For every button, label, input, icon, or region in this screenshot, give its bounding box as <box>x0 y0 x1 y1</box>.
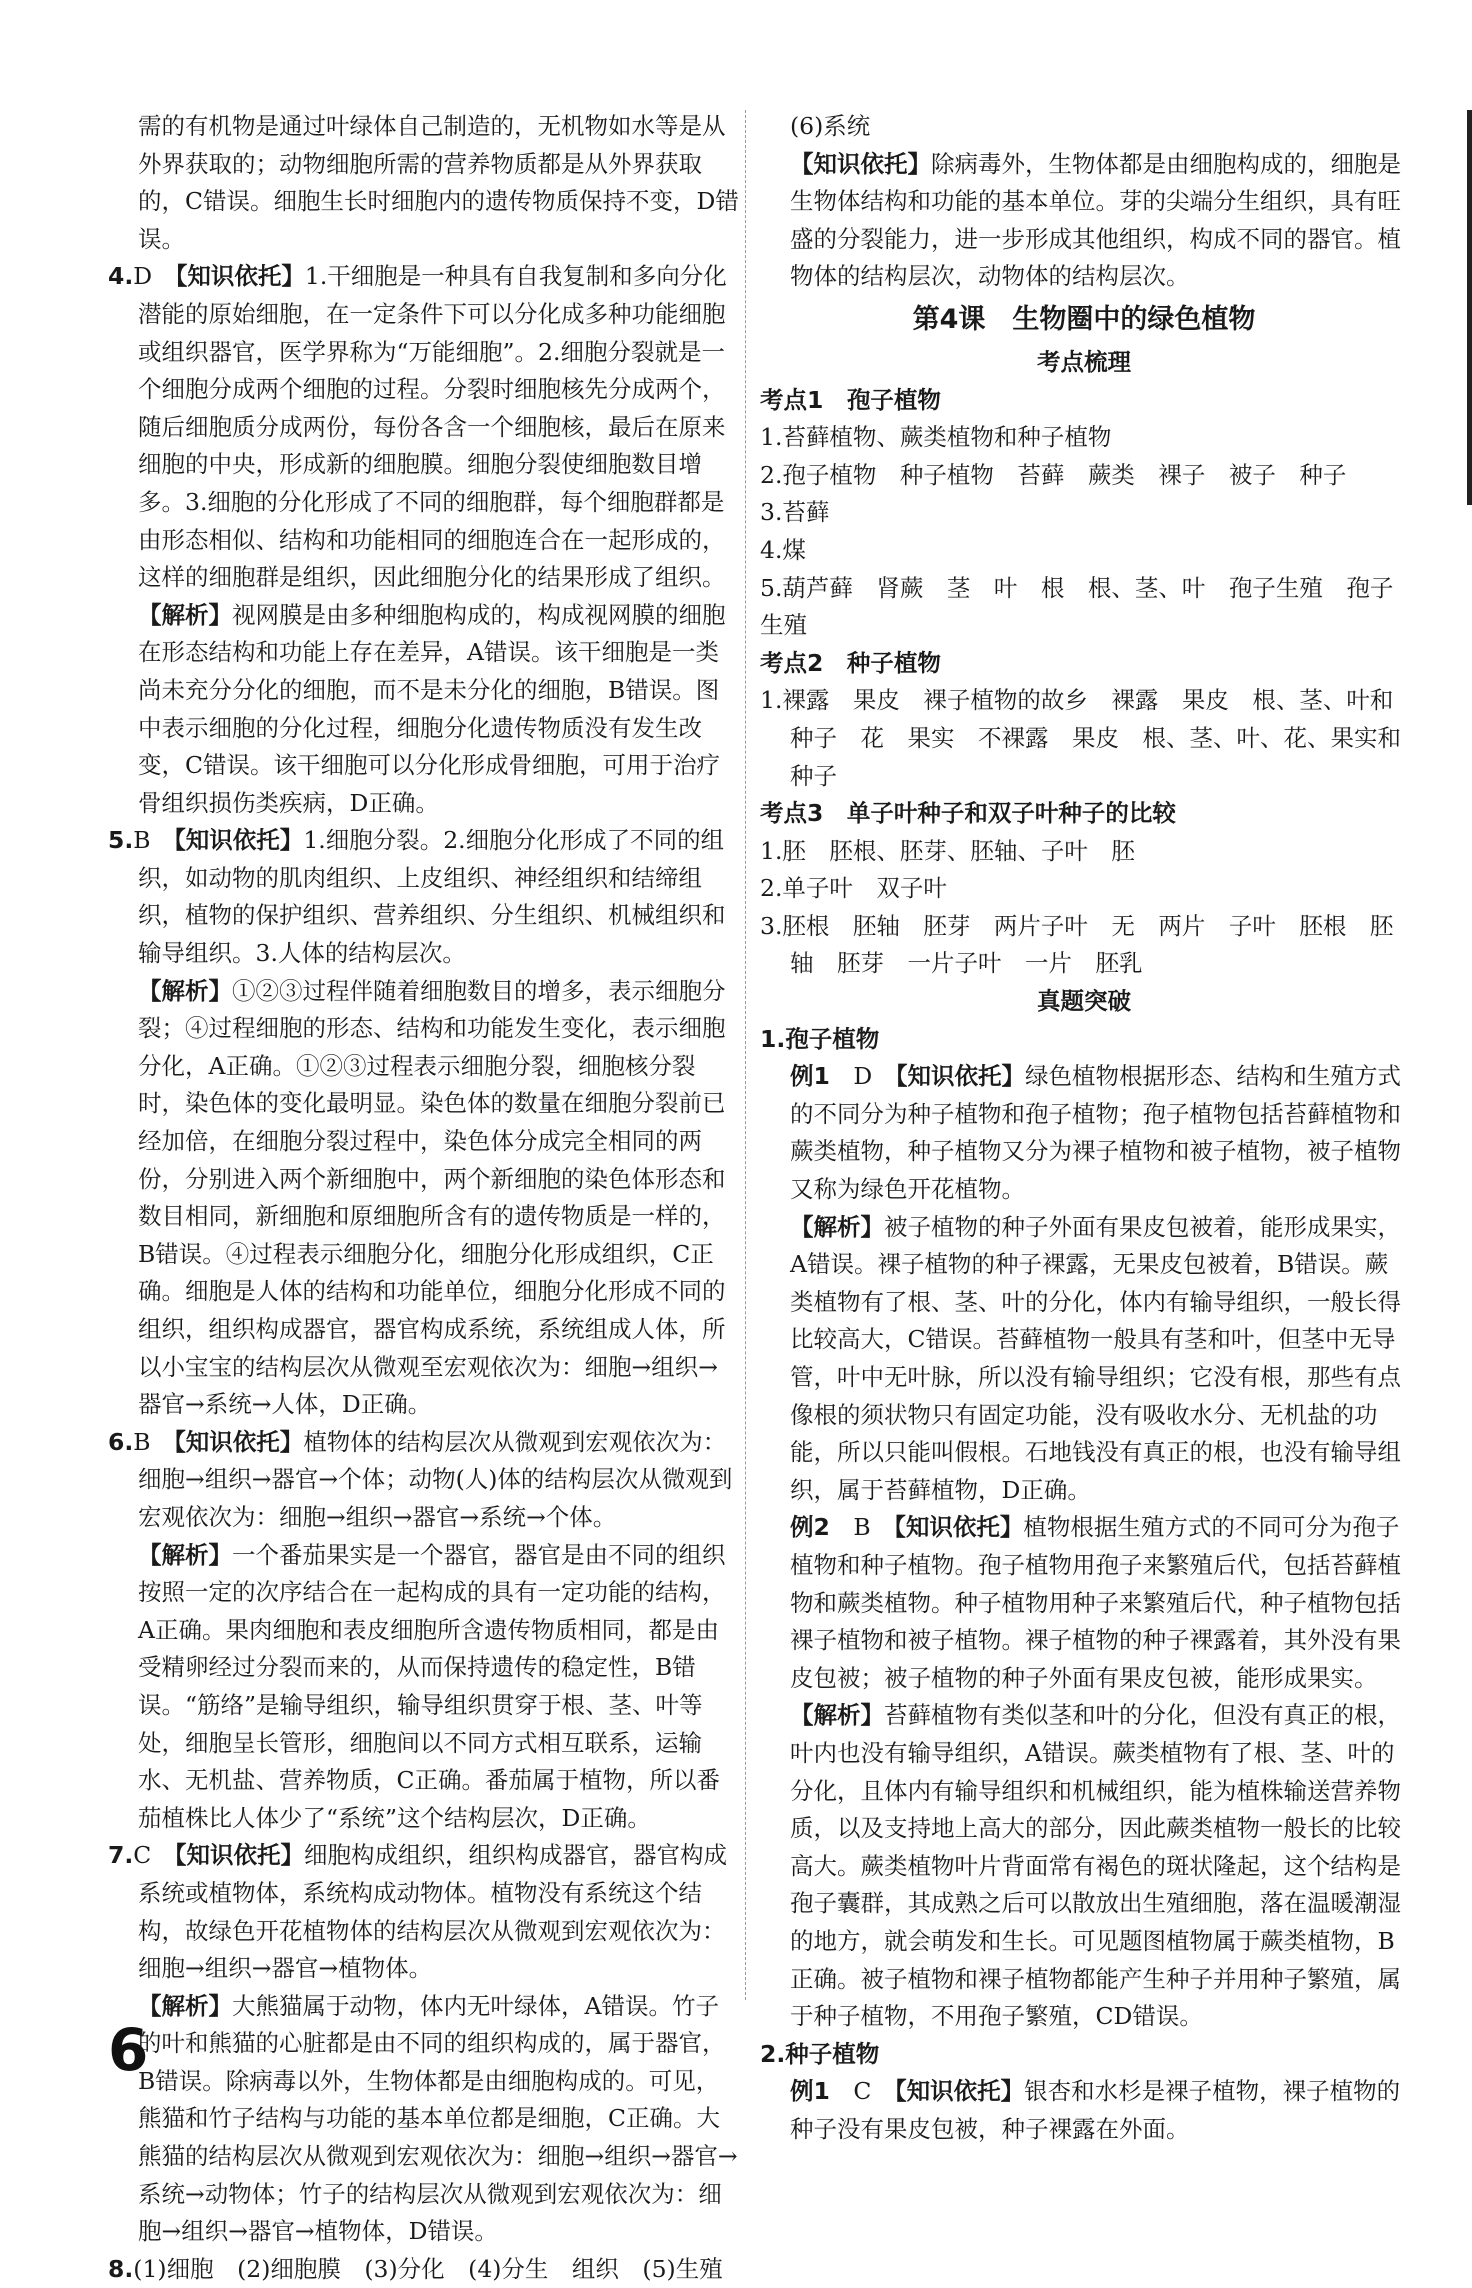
continued-text: 需的有机物是通过叶绿体自己制造的，无机物如水等是从外界获取的；动物细胞所需的营养物质都是从外界获取的，C错误。细胞生长时细胞内的遗传物质保持不变，D错误。 <box>138 112 739 253</box>
analysis-7: 【解析】大熊猫属于动物，体内无叶绿体，A错误。竹子的叶和熊猫的心脏都是由不同的组织构成的，属于器官，B错误。除病毒以外，生物体都是由细胞构成的。可见，熊猫和竹子结构与功能的基本单位都是细胞，C正确。大熊猫的结构层次从微观到宏观依次为：细胞→组织→器官→系统→动物体；竹子的结构层次从微观到宏观依次为：细胞→组织→器官→植物体，D错误。 <box>138 1991 738 2246</box>
lesson-title: 第4课 生物圈中的绿色植物 <box>912 303 1256 335</box>
key-point-1-item: 1.苔藓植物、蕨类植物和种子植物 <box>760 423 1112 452</box>
edge-tab <box>1467 110 1472 505</box>
left-column <box>108 108 740 2288</box>
page-number: 6 <box>108 2016 149 2084</box>
key-point-1-item: 3.苔藓 <box>760 498 830 527</box>
key-point-1-title: 考点1 孢子植物 <box>760 385 941 414</box>
answer-6: 6.B 【知识依托】植物体的结构层次从微观到宏观依次为：细胞→组织→器官→个体；动物(人)体的结构层次从微观到宏观依次为：细胞→组织→器官→系统→个体。 <box>108 1427 733 1531</box>
column-divider <box>745 110 746 2000</box>
subsection-spore-plants: 1.孢子植物 <box>760 1024 880 1053</box>
analysis-5: 【解析】①②③过程伴随着细胞数目的增多，表示细胞分裂；④过程细胞的形态、结构和功能发生变化，表示细胞分化，A正确。①②③过程表示细胞分裂，细胞核分裂时，染色体的变化最明显。染色体的数量在细胞分裂前已经加倍，在细胞分裂过程中，染色体分成完全相同的两份，分别进入两个新细胞中，两个新细胞的染色体形态和数目相同，新细胞和原细胞所含有的遗传物质是一样的，B错误。④过程表示细胞分化，细胞分化形成组织，C正确。细胞是人体的结构和功能单位，细胞分化形成不同的组织，组织构成器官，器官构成系统，系统组成人体，所以小宝宝的结构层次从微观至宏观依次为：细胞→组织→器官→系统→人体，D正确。 <box>138 976 726 1419</box>
answer-8: 8.(1)细胞 (2)细胞膜 (3)分化 (4)分生 组织 (5)生殖 <box>108 2254 723 2283</box>
key-point-2-item: 1.裸露 果皮 裸子植物的故乡 裸露 果皮 根、茎、叶和种子 花 果实 不裸露 果皮 根、茎、叶、花、果实和种子 <box>760 686 1401 790</box>
knowledge-8: 【知识依托】除病毒外，生物体都是由细胞构成的，细胞是生物体结构和功能的基本单位。芽的尖端分生组织，具有旺盛的分裂能力，进一步形成其他组织，构成不同的器官。植物体的结构层次，动物体的结构层次。 <box>790 149 1401 291</box>
analysis-6: 【解析】一个番茄果实是一个器官，器官是由不同的组织按照一定的次序结合在一起构成的具有一定功能的结构，A正确。果肉细胞和表皮细胞所含遗传物质相同，都是由受精卵经过分裂而来的，从而保持遗传的稳定性，B错误。“筋络”是输导组织，输导组织贯穿于根、茎、叶等处，细胞呈长管形，细胞间以不同方式相互联系，运输水、无机盐、营养物质，C正确。番茄属于植物，所以番茄植株比人体少了“系统”这个结构层次，D正确。 <box>138 1540 726 1832</box>
right-column <box>760 108 1408 2148</box>
subsection-seed-plants: 2.种子植物 <box>760 2039 880 2068</box>
example-1: 例1 D 【知识依托】绿色植物根据形态、结构和生殖方式的不同分为种子植物和孢子植物；孢子植物包括苔藓植物和蕨类植物，种子植物又分为裸子植物和被子植物，被子植物又称为绿色开花植物。 <box>790 1062 1401 1204</box>
answer-4: 4.D 【知识依托】1.干细胞是一种具有自我复制和多向分化潜能的原始细胞，在一定条件下可以分化成多种功能细胞或组织器官，医学界称为“万能细胞”。2.细胞分裂就是一个细胞分成两个细胞的过程。分裂时细胞核先分成两个，随后细胞质分成两份，每份各含一个细胞核，最后在原来细胞的中央，形成新的细胞膜。细胞分裂使细胞数目增多。3.细胞的分化形成了不同的细胞群，每个细胞群都是由形态相似、结构和功能相同的细胞连合在一起形成的，这样的细胞群是组织，因此细胞分化的结果形成了组织。 <box>108 262 727 592</box>
section-title-exam: 真题突破 <box>1037 987 1131 1016</box>
answer-5: 5.B 【知识依托】1.细胞分裂。2.细胞分化形成了不同的组织，如动物的肌肉组织、上皮组织、神经组织和结缔组织，植物的保护组织、营养组织、分生组织、机械组织和输导组织。3.人体的结构层次。 <box>108 826 726 968</box>
section-title-review: 考点梳理 <box>1037 347 1131 376</box>
analysis-4: 【解析】视网膜是由多种细胞构成的，构成视网膜的细胞在形态结构和功能上存在差异，A错误。该干细胞是一类尚未充分分化的细胞，而不是未分化的细胞，B错误。图中表示细胞的分化过程，细胞分化遗传物质没有发生改变，C错误。该干细胞可以分化形成骨细胞，可用于治疗骨组织损伤类疾病，D正确。 <box>138 600 726 817</box>
answer-8-continued: (6)系统 <box>790 112 871 140</box>
key-point-3-item: 3.胚根 胚轴 胚芽 两片子叶 无 两片 子叶 胚根 胚轴 胚芽 一片子叶 一片 胚乳 <box>760 911 1394 978</box>
key-point-2-title: 考点2 种子植物 <box>760 648 941 677</box>
key-point-1-item: 5.葫芦藓 肾蕨 茎 叶 根 根、茎、叶 孢子生殖 孢子生殖 <box>760 573 1394 640</box>
example-1-analysis: 【解析】被子植物的种子外面有果皮包被着，能形成果实，A错误。裸子植物的种子裸露，无果皮包被着，B错误。蕨类植物有了根、茎、叶的分化，体内有输导组织，一般长得比较高大，C错误。苔藓植物一般具有茎和叶，但茎中无导管，叶中无叶脉，所以没有输导组织；它没有根，那些有点像根的须状物只有固定功能，没有吸收水分、无机盐的功能，所以只能叫假根。石地钱没有真正的根，也没有输导组织，属于苔藓植物，D正确。 <box>790 1212 1401 1504</box>
key-point-1-item: 2.孢子植物 种子植物 苔藓 蕨类 裸子 被子 种子 <box>760 460 1347 489</box>
answer-7: 7.C 【知识依托】细胞构成组织，组织构成器官，器官构成系统或植物体，系统构成动物体。植物没有系统这个结构，故绿色开花植物体的结构层次从微观到宏观依次为：细胞→组织→器官→植物体。 <box>108 1841 728 1983</box>
example-3: 例1 C 【知识依托】银杏和水杉是裸子植物，裸子植物的种子没有果皮包被，种子裸露在外面。 <box>790 2077 1401 2143</box>
key-point-3-item: 2.单子叶 双子叶 <box>760 874 947 903</box>
example-2-analysis: 【解析】苔藓植物有类似茎和叶的分化，但没有真正的根，叶内也没有输导组织，A错误。蕨类植物有了根、茎、叶的分化，且体内有输导组织和机械组织，能为植株输送营养物质，以及支持地上高大的部分，因此蕨类植物一般长的比较高大。蕨类植物叶片背面常有褐色的斑状隆起，这个结构是孢子囊群，其成熟之后可以散放出生殖细胞，落在温暖潮湿的地方，就会萌发和生长。可见题图植物属于蕨类植物，B正确。被子植物和裸子植物都能产生种子并用种子繁殖，属于种子植物，不用孢子繁殖，CD错误。 <box>790 1701 1401 2031</box>
example-2: 例2 B 【知识依托】植物根据生殖方式的不同可分为孢子植物和种子植物。孢子植物用孢子来繁殖后代，包括苔藓植物和蕨类植物。种子植物用种子来繁殖后代，种子植物包括裸子植物和被子植物。裸子植物的种子裸露着，其外没有果皮包被；被子植物的种子外面有果皮包被，能形成果实。 <box>790 1513 1401 1692</box>
key-point-3-title: 考点3 单子叶种子和双子叶种子的比较 <box>760 799 1176 828</box>
key-point-3-item: 1.胚 胚根、胚芽、胚轴、子叶 胚 <box>760 836 1135 865</box>
key-point-1-item: 4.煤 <box>760 535 806 564</box>
